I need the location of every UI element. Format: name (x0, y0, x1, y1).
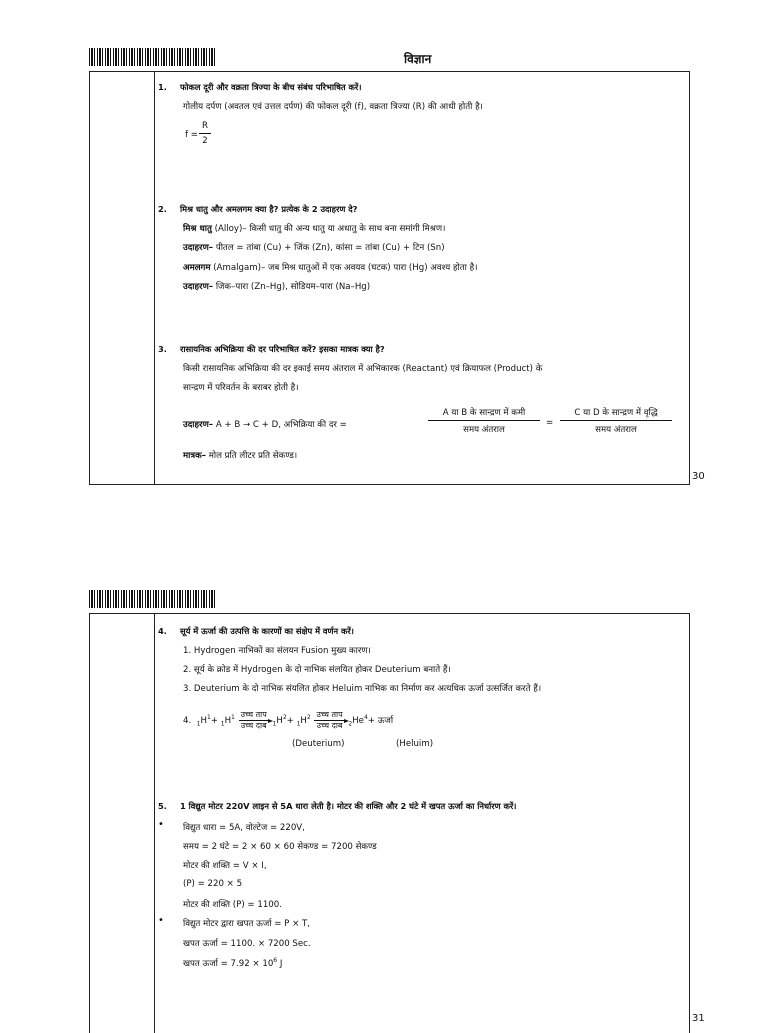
fraction-numerator: A या B के सान्द्रण में कमी (428, 406, 540, 421)
reaction-arrow: उच्च ताप उच्च दाब (240, 710, 267, 730)
solution-line: मोटर की शक्ति (P) = 1100. (183, 900, 282, 910)
page-number: 30 (692, 471, 705, 482)
answer-line: अमलगम (Amalgam)– जब मिश्र धातुओं में एक अवयव (घटक) पारा (Hg) अवश्य होता है। (183, 263, 478, 273)
solution-line: खपत ऊर्जा = $7.92 \times 10^6$ J (183, 957, 283, 969)
question-text: सूर्य में ऊर्जा की उत्पत्ति के कारणों का संक्षेप में वर्णन करें। (180, 626, 354, 636)
label-helium: (Heluim) (396, 739, 434, 749)
solution-line: मोटर की शक्ति = V × I, (183, 861, 267, 871)
question-text: रासायनिक अभिक्रिया की दर परिभाषित करें? इसका मात्रक क्या है? (180, 344, 385, 354)
question-number: 4. (158, 626, 167, 636)
answer-line: उदाहरण– पीतल = तांबा (Cu) + जिंक (Zn), कांसा = तांबा (Cu) + टिन (Sn) (183, 243, 445, 253)
answer-line: गोलीय दर्पण (अवतल एवं उत्तल दर्पण) की फोकल दूरी (f), वक्रता त्रिज्या (R) की आधी होती है। (183, 102, 483, 112)
fraction-numerator: R (199, 121, 211, 134)
barcode (89, 590, 215, 608)
answer-line: किसी रासायनिक अभिक्रिया की दर इकाई समय अंतराल में अभिकारक (Reactant) एवं क्रियाफल (Product) के (183, 364, 543, 374)
answer-line: 2. सूर्य के क्रोड में Hydrogen के दो नाभिक संलयित होकर Deuterium बनाते हैं। (183, 665, 451, 675)
question-1 (158, 82, 361, 93)
question-number: 1. (158, 82, 167, 92)
fraction-denominator: समय अंतराल (463, 425, 505, 435)
question-5 (158, 801, 516, 812)
solution-line: खपत ऊर्जा = 1100. × 7200 Sec. (183, 939, 311, 949)
formula-fraction (199, 121, 211, 146)
barcode (89, 48, 215, 66)
bullet: • (158, 819, 164, 830)
answer-line: 1. Hydrogen नाभिकों का संलयन Fusion मुख्य कारण। (183, 646, 371, 656)
answer-line: सान्द्रण में परिवर्तन के बराबर होती है। (183, 383, 299, 393)
question-text: 1 विद्युत मोटर 220V लाइन से 5A धारा लेती है। मोटर की शक्ति और 2 घंटे में खपत ऊर्जा का निर्धारण करें। (180, 801, 517, 811)
equals-sign: = (546, 418, 554, 428)
solution-line: (P) = 220 × 5 (183, 879, 243, 889)
question-number: 5. (158, 801, 167, 811)
answer-line: 3. Deuterium के दो नाभिक संयलित होकर Heluim नाभिक का निर्माण कर अत्यधिक ऊर्जा उत्सर्जित करते हैं। (183, 684, 542, 694)
page-frame (89, 613, 690, 1033)
rate-fraction-1 (428, 406, 540, 435)
answer-line: मिश्र धातु (Alloy)– किसी धातु की अन्य धातु या अधातु के साथ बना समांगी मिश्रण। (183, 224, 446, 234)
question-number: 2. (158, 204, 167, 214)
question-text: मिश्र धातु और अमलगम क्या है? प्रत्येक के 2 उदाहरण दे? (180, 204, 358, 214)
question-text: फोकल दूरी और वक्रता त्रिज्या के बीच संबंध परिभाषित करें। (180, 82, 362, 92)
bullet: • (158, 915, 164, 926)
page-number: 31 (692, 1013, 705, 1024)
solution-line: विद्युत मोटर द्वारा खपत ऊर्जा = P × T, (183, 919, 311, 929)
fraction-denominator: 2 (202, 136, 208, 146)
question-3 (158, 344, 385, 355)
margin-divider (154, 614, 155, 1033)
reaction-arrow: उच्च ताप उच्च दाब (316, 710, 343, 730)
question-2 (158, 204, 357, 215)
question-4 (158, 626, 354, 637)
subject-title: विज्ञान (404, 52, 432, 66)
answer-line: उदाहरण– जिक–पारा (Zn–Hg), सोडियम–पारा (Na–Hg) (183, 282, 371, 292)
question-number: 3. (158, 344, 167, 354)
example-line: उदाहरण– A + B → C + D, अभिक्रिया की दर = (183, 420, 347, 430)
formula-lhs: f = (185, 130, 198, 140)
rate-fraction-2 (560, 406, 672, 435)
margin-divider (154, 72, 155, 484)
unit-line: मात्रक– मोल प्रति लीटर प्रति सेकण्ड। (183, 451, 298, 461)
fusion-equation: 4. $_1H^1+ _1H^1$ उच्च ताप उच्च दाब $_1H^2+ _1H^2$ उच्च ताप उच्च दाब $_2He^4+$ ऊर्जा (183, 710, 394, 730)
solution-line: विद्युत धारा = 5A, वोल्टेज = 220V, (183, 823, 305, 833)
solution-line: समय = 2 घंटे = 2 × 60 × 60 सेकण्ड = 7200 सेकण्ड (183, 842, 377, 852)
fraction-denominator: समय अंतराल (595, 425, 637, 435)
fraction-numerator: C या D के सान्द्रण में वृद्धि (560, 406, 672, 421)
label-deuterium: (Deuterium) (292, 739, 345, 749)
